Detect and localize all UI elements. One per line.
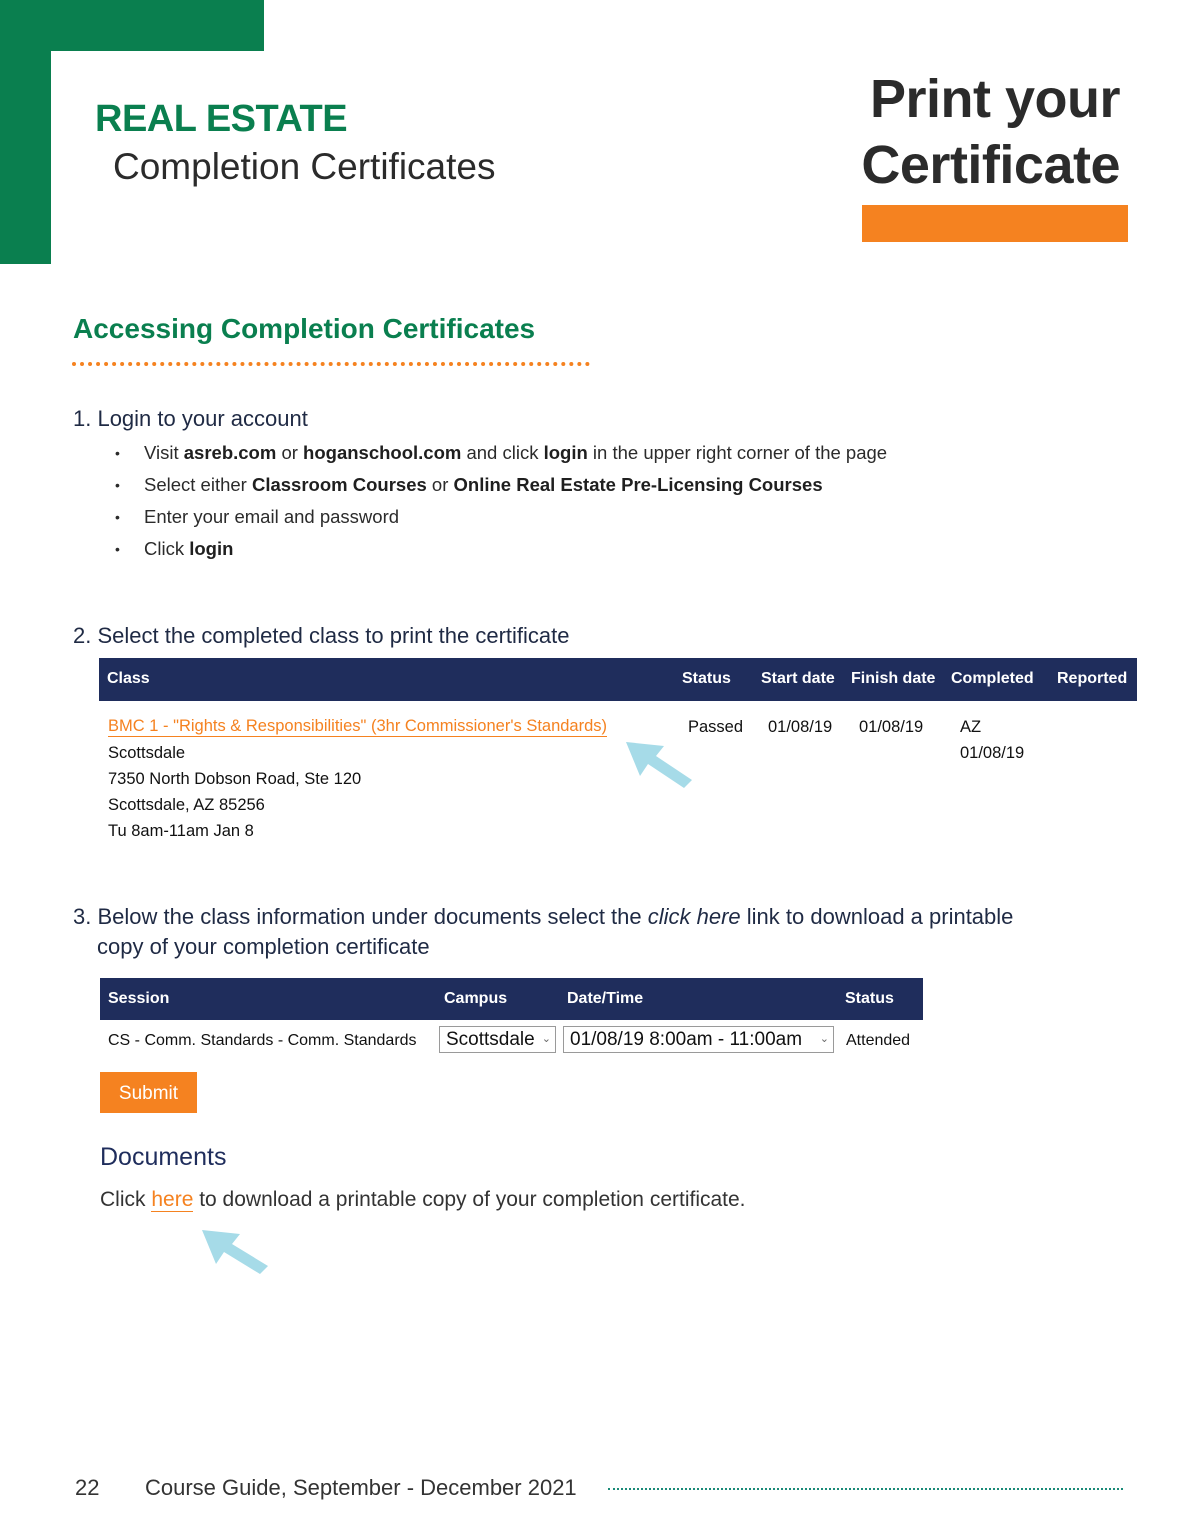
documents-heading: Documents xyxy=(100,1143,227,1171)
download-here-link[interactable]: here xyxy=(151,1188,194,1211)
brand-subtitle: Completion Certificates xyxy=(113,146,496,187)
col-start-date: Start date xyxy=(761,670,835,687)
section-heading: Accessing Completion Certificates xyxy=(73,313,536,344)
page-title xyxy=(820,66,1120,198)
page-title-line2: Certificate xyxy=(861,135,1120,195)
class-completed-state: AZ xyxy=(960,718,982,736)
page-number: 22 xyxy=(75,1475,100,1500)
col-session-status: Status xyxy=(845,990,894,1007)
col-datetime: Date/Time xyxy=(567,990,644,1007)
class-schedule: Tu 8am-11am Jan 8 xyxy=(108,822,254,840)
hoganschool-link-text: hoganschool.com xyxy=(303,442,462,463)
chevron-down-icon: ⌄ xyxy=(819,1033,829,1045)
campus-select[interactable]: Scottsdale ⌄ xyxy=(439,1026,556,1053)
step1-title: 1. Login to your account xyxy=(73,406,308,431)
class-start-date: 01/08/19 xyxy=(768,718,833,736)
submit-button[interactable]: Submit xyxy=(100,1072,197,1113)
datetime-select[interactable]: 01/08/19 8:00am - 11:00am ⌄ xyxy=(563,1026,834,1053)
bullet-item: • Click login xyxy=(115,536,887,568)
bullet-item: • Enter your email and password xyxy=(115,504,887,536)
brand-title: REAL ESTATE xyxy=(95,98,348,140)
orange-accent-bar xyxy=(862,205,1128,242)
step1-bullet-list xyxy=(115,440,887,568)
class-finish-date: 01/08/19 xyxy=(859,718,924,736)
pointer-arrow-icon xyxy=(198,1226,278,1276)
session-status: Attended xyxy=(846,1032,911,1049)
col-class: Class xyxy=(107,670,150,687)
chevron-down-icon: ⌄ xyxy=(541,1033,551,1045)
bullet-item: • Select either Classroom Courses or Online Real Estate Pre-Licensing Courses xyxy=(115,472,887,504)
step3-title: 3. Below the class information under documents select the click here link to download a printable copy of your completion certificate xyxy=(73,904,1014,959)
col-completed: Completed xyxy=(951,670,1034,687)
dotted-divider xyxy=(72,362,590,366)
class-link[interactable]: BMC 1 - "Rights & Responsibilities" (3hr Commissioner's Standards) xyxy=(108,717,608,735)
session-table-header xyxy=(100,978,923,1020)
green-corner-bar-side xyxy=(0,51,51,264)
col-campus: Campus xyxy=(444,990,508,1007)
asreb-link-text: asreb.com xyxy=(183,442,277,463)
class-location: Scottsdale xyxy=(108,744,186,762)
col-status: Status xyxy=(682,670,731,687)
step2-title: 2. Select the completed class to print the certificate xyxy=(73,623,570,648)
footer-text: Course Guide, September - December 2021 xyxy=(145,1475,577,1500)
class-status: Passed xyxy=(688,718,744,736)
class-completed-date: 01/08/19 xyxy=(960,744,1025,762)
col-reported: Reported xyxy=(1057,670,1128,687)
class-city: Scottsdale, AZ 85256 xyxy=(108,796,265,814)
page-title-line1: Print your xyxy=(869,69,1120,129)
documents-text: Click here to download a printable copy of your completion certificate. xyxy=(100,1188,746,1211)
session-name: CS - Comm. Standards - Comm. Standards xyxy=(108,1032,417,1049)
col-session: Session xyxy=(108,990,170,1007)
bullet-item: • Visit asreb.com or hoganschool.com and click login in the upper right corner of the page xyxy=(115,440,887,472)
class-table-header xyxy=(99,658,1137,701)
green-corner-bar-top xyxy=(0,0,264,51)
class-address: 7350 North Dobson Road, Ste 120 xyxy=(108,770,362,788)
footer-dotted-rule xyxy=(608,1488,1123,1490)
col-finish-date: Finish date xyxy=(851,670,936,687)
pointer-arrow-icon xyxy=(620,738,700,792)
